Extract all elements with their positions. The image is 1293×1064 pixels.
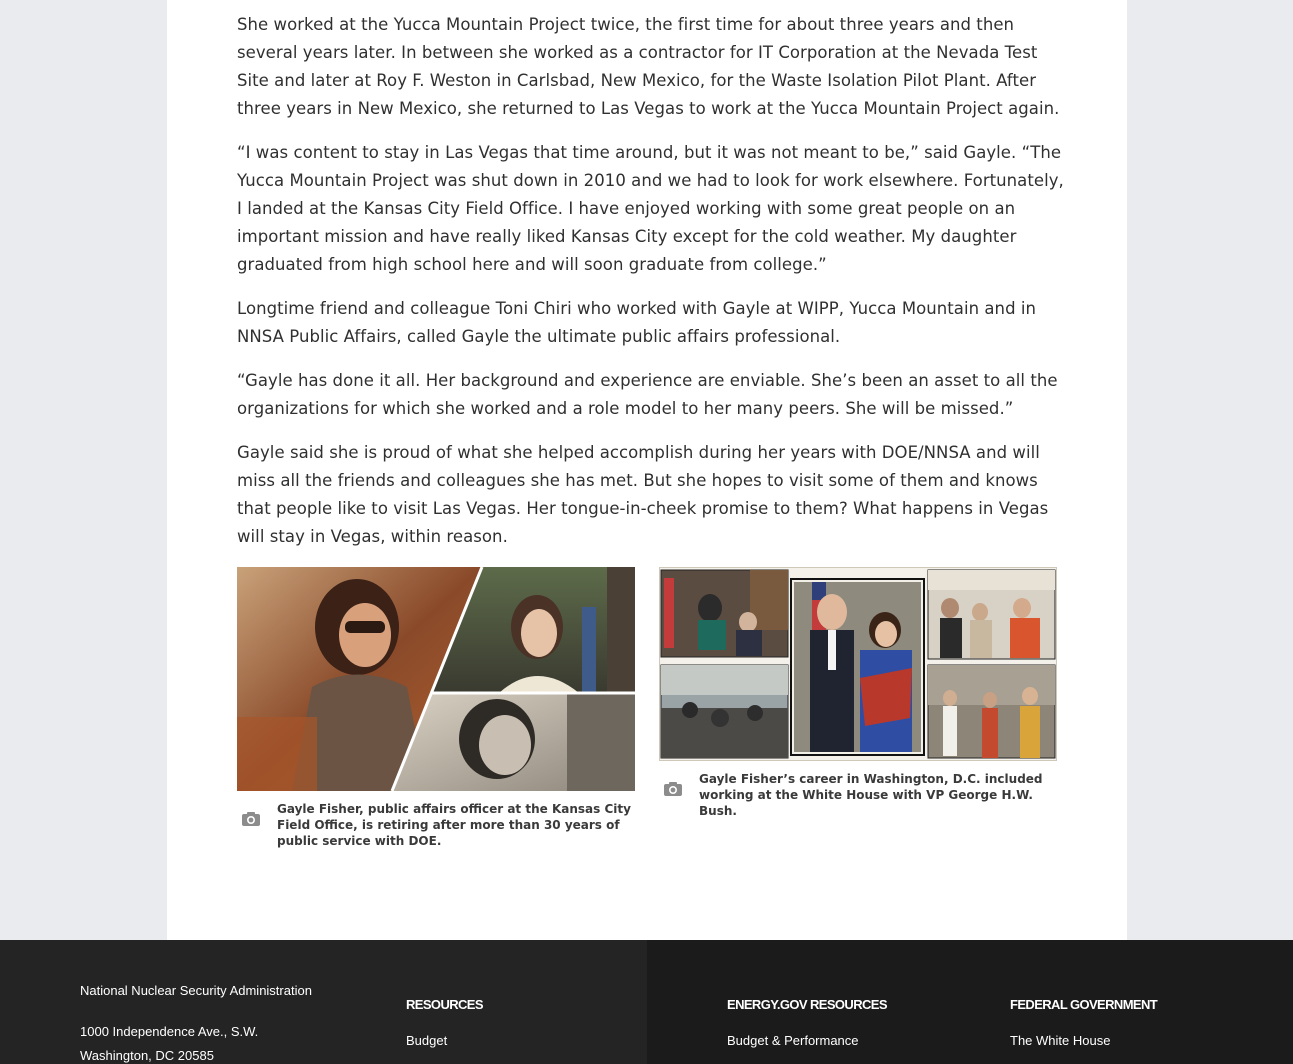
article-paragraph: Gayle said she is proud of what she helped accomplish during her years with DOE/NNSA and will miss all the friends and colleagues she has met. But she hopes to visit some of them and knows that people like to visit Las Vegas. Her tongue-in-cheek promise to them? What happens in Vegas will stay in Vegas, within reason. (237, 443, 1049, 546)
footer-link-white-house[interactable]: The White House (1010, 1033, 1111, 1048)
caption-text: Gayle Fisher’s career in Washington, D.C. included working at the White House with VP George H.W. Bush. (699, 772, 1043, 818)
article-body (237, 11, 1067, 567)
collage-image (660, 568, 1056, 760)
footer-column-resources (406, 997, 483, 1048)
washington-photo-collage[interactable] (659, 567, 1057, 761)
article-paragraph: Longtime friend and colleague Toni Chiri who worked with Gayle at WIPP, Yucca Mountain and in NNSA Public Affairs, called Gayle the ultimate public affairs professional. (237, 299, 1037, 346)
article-paragraph: “Gayle has done it all. Her background and experience are enviable. She’s been an asset to all the organizations for which she worked and a role model to her many peers. She will be missed.” (237, 371, 1058, 418)
address-line: Washington, DC 20585 (80, 1048, 214, 1063)
footer-address (80, 1020, 258, 1064)
footer-column-heading: RESOURCES (406, 997, 483, 1012)
caption-text: Gayle Fisher, public affairs officer at the Kansas City Field Office, is retiring after more than 30 years of public service with DOE. (277, 802, 631, 848)
figure-caption (659, 771, 1057, 819)
article-paragraph: She worked at the Yucca Mountain Project twice, the first time for about three years and then several years later. In between she worked as a contractor for IT Corporation at the Nevada Test Site and later at Roy F. Weston in Carlsbad, New Mexico, for the Waste Isolation Pilot Plant. After three years in New Mexico, she returned to Las Vegas to work at the Yucca Mountain Project again. (237, 15, 1060, 118)
site-footer (0, 940, 1293, 1064)
gayle-portrait-collage[interactable] (237, 567, 635, 791)
article-paragraph: “I was content to stay in Las Vegas that time around, but it was not meant to be,” said Gayle. “The Yucca Mountain Project was shut down in 2010 and we had to look for work elsewhere. Fortunately, I landed at the Kansas City Field Office. I have enjoyed working with some great people on an important mission and have really liked Kansas City except for the cold weather. My daughter graduated from high school here and will soon graduate from college.” (237, 143, 1064, 274)
figure-caption (237, 801, 635, 849)
footer-link-budget[interactable]: Budget (406, 1033, 448, 1048)
figure-washington-career (659, 567, 1057, 819)
camera-icon (663, 781, 683, 801)
article-container (167, 0, 1127, 940)
footer-column-heading: ENERGY.GOV RESOURCES (727, 997, 887, 1012)
collage-image (237, 567, 635, 791)
camera-icon (241, 811, 261, 831)
footer-column-federal-government (1010, 997, 1157, 1048)
footer-column-heading: FEDERAL GOVERNMENT (1010, 997, 1158, 1012)
footer-column-energy-gov (727, 997, 887, 1048)
footer-link-budget-performance[interactable]: Budget & Performance (727, 1033, 859, 1048)
address-line: 1000 Independence Ave., S.W. (80, 1024, 259, 1039)
footer-org-name: National Nuclear Security Administration (80, 983, 312, 998)
figure-gayle-portraits (237, 567, 635, 849)
